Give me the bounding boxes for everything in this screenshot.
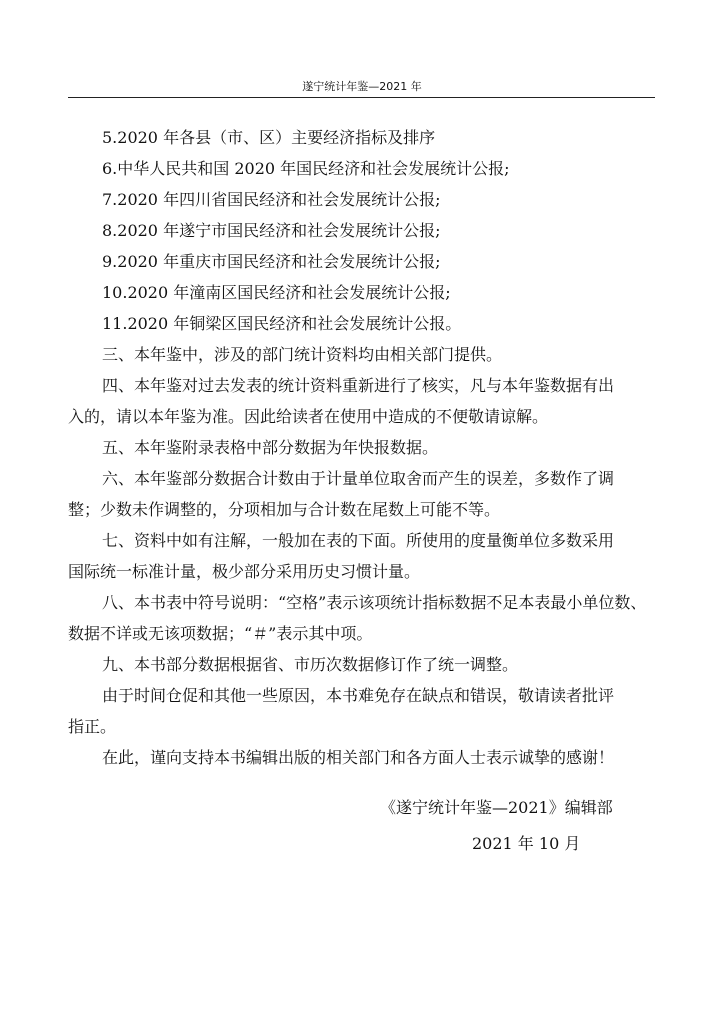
body-line: 10.2020 年潼南区国民经济和社会发展统计公报;: [102, 283, 451, 302]
editor-signature: 《遂宁统计年鉴—2021》编辑部: [380, 798, 613, 817]
running-header: 遂宁统计年鉴—2021 年: [302, 80, 422, 93]
body-line: 国际统一标准计量，极少部分采用历史习惯计量。: [68, 562, 421, 581]
body-line: 入的，请以本年鉴为准。因此给读者在使用中造成的不便敬请谅解。: [68, 407, 549, 426]
body-line: 9.2020 年重庆市国民经济和社会发展统计公报;: [102, 252, 441, 271]
body-line: 6.中华人民共和国 2020 年国民经济和社会发展统计公报;: [102, 159, 510, 178]
body-line: 指正。: [68, 717, 117, 736]
body-line: 七、资料中如有注解，一般加在表的下面。所使用的度量衡单位多数采用: [102, 531, 615, 550]
body-line: 四、本年鉴对过去发表的统计资料重新进行了核实，凡与本年鉴数据有出: [102, 376, 615, 395]
body-line: 7.2020 年四川省国民经济和社会发展统计公报;: [102, 190, 441, 209]
signature-date: 2021 年 10 月: [472, 834, 581, 853]
body-text: [68, 122, 655, 773]
body-line: 九、本书部分数据根据省、市历次数据修订作了统一调整。: [102, 655, 519, 674]
body-line: 三、本年鉴中，涉及的部门统计资料均由相关部门提供。: [102, 345, 503, 364]
body-line: 8.2020 年遂宁市国民经济和社会发展统计公报;: [102, 221, 441, 240]
body-line: 5.2020 年各县（市、区）主要经济指标及排序: [102, 128, 436, 147]
body-line: 六、本年鉴部分数据合计数由于计量单位取舍而产生的误差，多数作了调: [102, 469, 615, 488]
body-line: 整；少数未作调整的，分项相加与合计数在尾数上可能不等。: [68, 500, 501, 519]
body-line: 在此，谨向支持本书编辑出版的相关部门和各方面人士表示诚挚的感谢！: [102, 748, 615, 767]
body-line: 由于时间仓促和其他一些原因，本书难免存在缺点和错误，敬请读者批评: [102, 686, 615, 705]
body-line: 八、本书表中符号说明：“空格”表示该项统计指标数据不足本表最小单位数、: [102, 593, 647, 612]
body-line: 11.2020 年铜梁区国民经济和社会发展统计公报。: [102, 314, 462, 333]
body-line: 数据不详或无该项数据；“＃”表示其中项。: [68, 624, 373, 643]
body-line: 五、本年鉴附录表格中部分数据为年快报数据。: [102, 438, 439, 457]
header-rule: [68, 97, 655, 98]
